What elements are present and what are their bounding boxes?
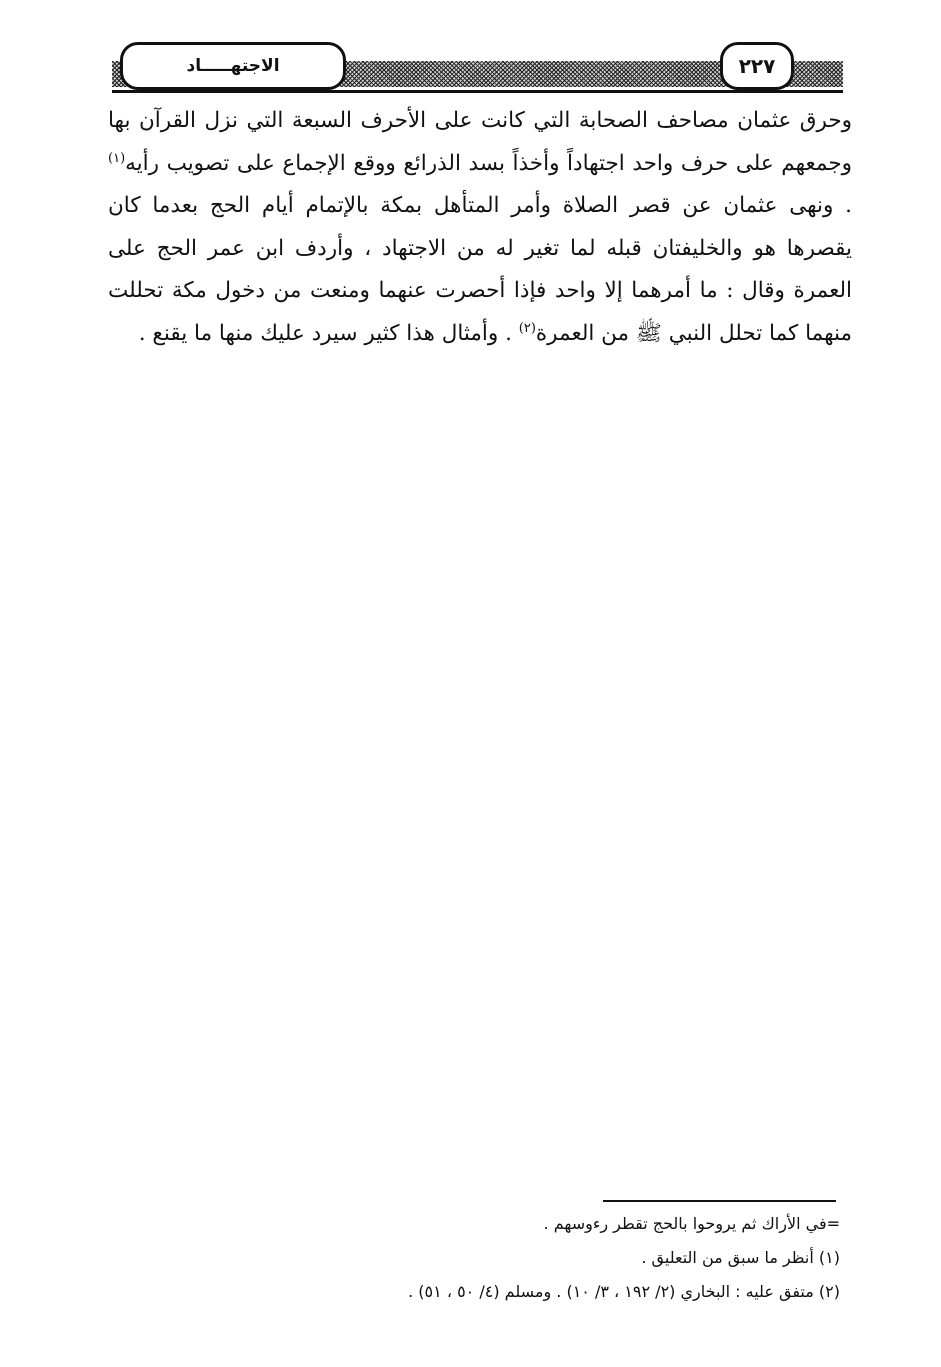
page-number	[720, 42, 794, 90]
main-paragraph	[108, 100, 852, 355]
text-segment-3: . وأمثال هذا كثير سيرد عليك منها ما يقنع .	[138, 320, 519, 346]
footnote-ref-2: (٢)	[518, 320, 536, 336]
running-title	[120, 42, 346, 90]
footnotes	[200, 1207, 840, 1309]
text-segment-2: . ونهى عثمان عن قصر الصلاة وأمر المتأهل بمكة بالإتمام أيام الحج بعدما كان يقصرها هو والخليفتان قبله لما تغير له من الاجتهاد ، وأردف ابن عمر الحج على العمرة وقال : ما أمرهما إلا واحد فإذا أحصرت عنهما ومنعت من دخول مكة تحللت منهما كما تحلل النبي ﷺ من العمرة	[108, 193, 852, 346]
footnote-separator	[603, 1200, 836, 1202]
page-number-text: ٢٢٧	[738, 54, 776, 78]
running-title-text: الاجتهـــــاد	[186, 56, 280, 76]
main-text	[108, 100, 852, 355]
header-rule	[112, 90, 843, 93]
text-segment-1: وحرق عثمان مصاحف الصحابة التي كانت على الأحرف السبعة التي نزل القرآن بها وجمعهم على حرف واحد اجتهاداً وأخذاً بسد الذرائع ووقع الإجماع على تصويب رأيه	[108, 108, 852, 176]
footnote-2: (٢) متفق عليه : البخاري (٢/ ١٩٢ ، ٣/ ١٠) . ومسلم (٤/ ٥٠ ، ٥١) .	[408, 1282, 840, 1301]
footnote-continued: =في الأراك ثم يروحوا بالحج تقطر رءوسهم .	[543, 1214, 840, 1233]
footnote-1: (١) أنظر ما سبق من التعليق .	[641, 1248, 840, 1267]
footnote-ref-1: (١)	[108, 150, 126, 166]
